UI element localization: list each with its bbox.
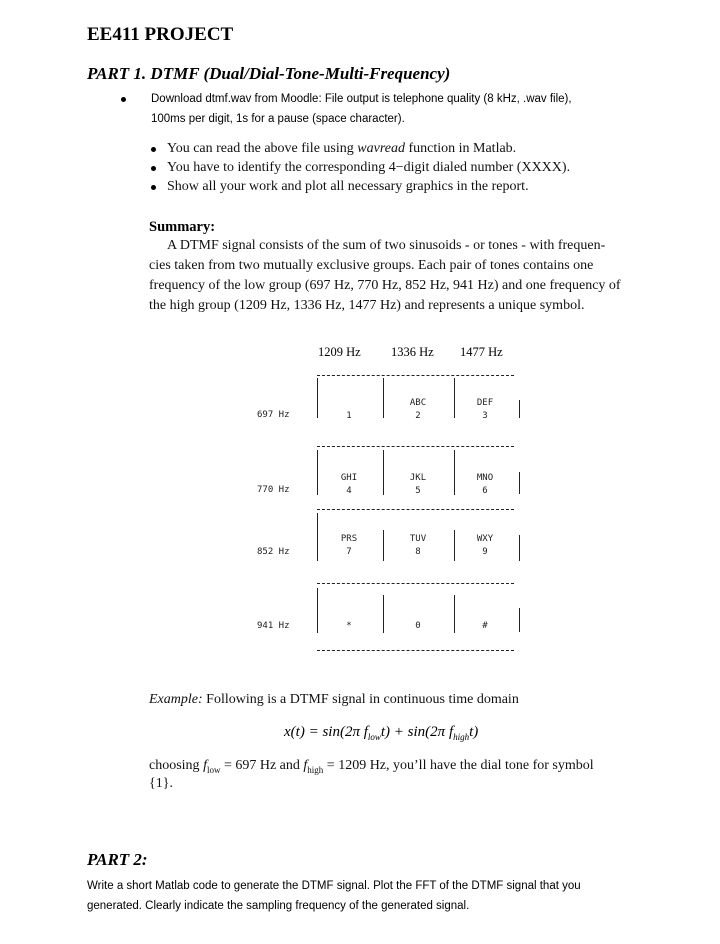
- key-6-letters: MNO: [476, 473, 494, 483]
- key-2-letters: ABC: [409, 398, 427, 408]
- download-instruction-line2: 100ms per digit, 1s for a pause (space character).: [151, 113, 405, 125]
- summary-line-2: cies taken from two mutually exclusive groups. Each pair of tones contains one: [149, 258, 594, 273]
- part2-heading: PART 2:: [87, 850, 148, 869]
- example-symbol-line: {1}.: [149, 776, 173, 791]
- key-4: 4: [346, 486, 352, 496]
- sub-bullet-2: You have to identify the corresponding 4−digit dialed number (XXXX).: [167, 160, 571, 175]
- grid-bar: [519, 400, 520, 418]
- high-freq-1336: 1336 Hz: [391, 345, 434, 359]
- low-freq-941: 941 Hz: [257, 621, 290, 631]
- grid-bar: [383, 595, 384, 633]
- part2-line2: generated. Clearly indicate the sampling frequency of the generated signal.: [87, 900, 470, 912]
- grid-bar: [519, 535, 520, 561]
- dtmf-keypad-figure: [240, 340, 540, 660]
- grid-bar: [383, 378, 384, 418]
- high-freq-1209: 1209 Hz: [318, 345, 361, 359]
- grid-line-bottom: [317, 650, 514, 651]
- key-4-letters: GHI: [340, 473, 358, 483]
- summary-line-4: the high group (1209 Hz, 1336 Hz, 1477 Hz) and represents a unique symbol.: [149, 298, 585, 313]
- grid-line-1: [317, 446, 514, 447]
- example-intro: Example: Following is a DTMF signal in continuous time domain: [149, 692, 519, 707]
- key-7-letters: PRS: [340, 534, 358, 544]
- bullet-dot: [121, 97, 126, 102]
- part1-heading: PART 1. DTMF (Dual/Dial-Tone-Multi-Frequency): [87, 64, 451, 83]
- key-star: *: [346, 621, 352, 631]
- grid-bar: [519, 472, 520, 494]
- key-5-letters: JKL: [409, 473, 427, 483]
- summary-line-1: A DTMF signal consists of the sum of two sinusoids - or tones - with frequen-: [167, 238, 606, 253]
- grid-line-3: [317, 583, 514, 584]
- grid-bar: [454, 530, 455, 561]
- key-8-letters: TUV: [409, 534, 427, 544]
- grid-line-2: [317, 509, 514, 510]
- summary-line-3: frequency of the low group (697 Hz, 770 Hz, 852 Hz, 941 Hz) and one frequency of: [149, 278, 621, 293]
- key-7: 7: [346, 547, 352, 557]
- key-3: 3: [482, 411, 488, 421]
- example-choosing-line: choosing $f_{low} = 697$ Hz and $f_{high} = 1209$ Hz, you’ll have the dial tone for symbol: [149, 758, 594, 775]
- document-title: EE411 PROJECT: [87, 24, 234, 45]
- grid-bar: [383, 450, 384, 495]
- grid-bar: [383, 530, 384, 561]
- key-0: 0: [415, 621, 421, 631]
- grid-bar: [454, 450, 455, 495]
- key-hash: #: [482, 621, 488, 631]
- summary-heading: Summary:: [149, 219, 216, 235]
- part2-line1: Write a short Matlab code to generate the DTMF signal. Plot the FFT of the DTMF signal that you: [87, 880, 581, 892]
- grid-bar: [317, 450, 318, 495]
- grid-line-top: [317, 375, 514, 376]
- grid-bar: [317, 588, 318, 633]
- key-1: 1: [346, 411, 352, 421]
- key-9-letters: WXY: [476, 534, 494, 544]
- low-freq-852: 852 Hz: [257, 547, 290, 557]
- low-freq-697: 697 Hz: [257, 410, 290, 420]
- key-9: 9: [482, 547, 488, 557]
- key-2: 2: [415, 411, 421, 421]
- low-freq-770: 770 Hz: [257, 485, 290, 495]
- summary-body: [149, 236, 641, 316]
- key-3-letters: DEF: [476, 398, 494, 408]
- download-instruction-line1: Download dtmf.wav from Moodle: File output is telephone quality (8 kHz, .wav file),: [151, 93, 572, 105]
- key-6: 6: [482, 486, 488, 496]
- sub-bullet-dot-3: [151, 185, 156, 190]
- grid-bar: [454, 378, 455, 418]
- grid-bar: [317, 513, 318, 561]
- grid-bar: [519, 608, 520, 632]
- high-freq-1477: 1477 Hz: [460, 345, 503, 359]
- sub-bullet-dot-1: [151, 147, 156, 152]
- sub-bullet-dot-2: [151, 166, 156, 171]
- example-formula: x(t) = sin(2π $f_{low}t) + \sin(2\pi$ $f_{high}t$): [284, 724, 479, 742]
- grid-bar: [454, 595, 455, 633]
- grid-bar: [317, 378, 318, 418]
- key-8: 8: [415, 547, 421, 557]
- key-5: 5: [415, 486, 421, 496]
- sub-bullet-1: You can read the above file using wavread function in Matlab.: [167, 141, 517, 156]
- sub-bullet-3: Show all your work and plot all necessary graphics in the report.: [167, 179, 529, 194]
